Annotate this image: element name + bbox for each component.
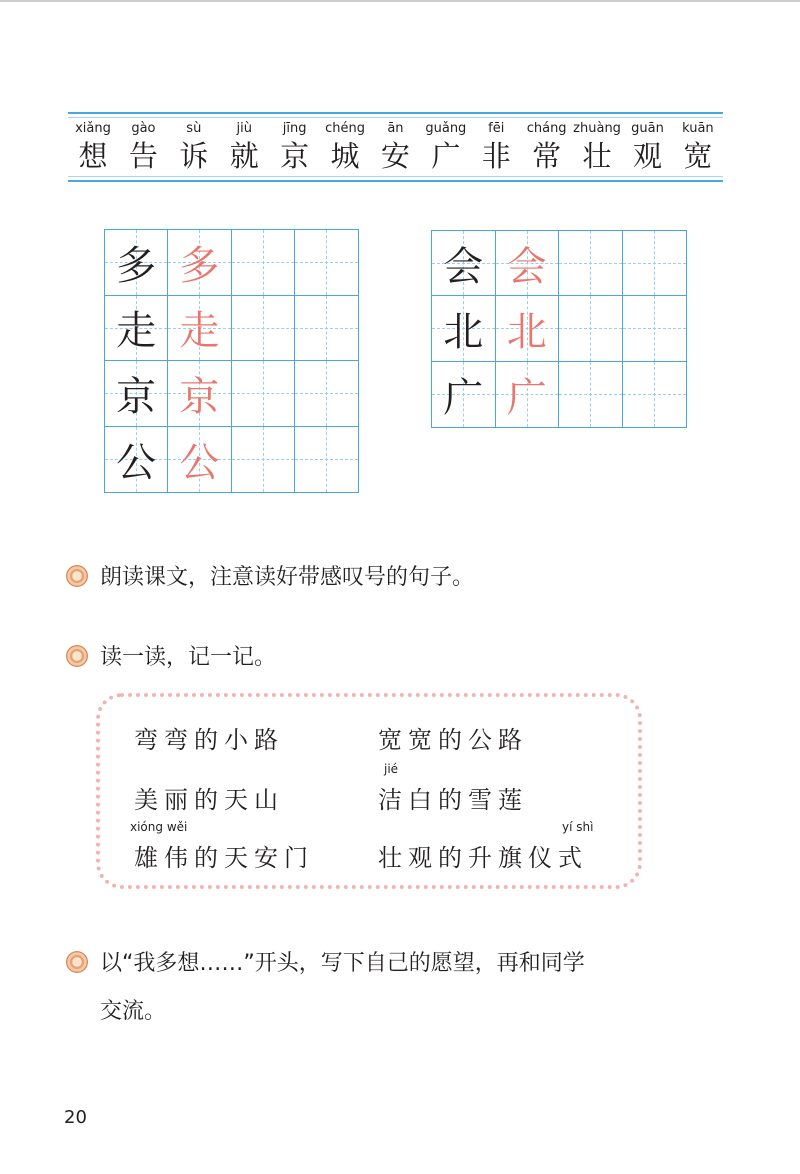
empty-writing-cell: [623, 296, 687, 361]
trace-character-cell: [496, 231, 560, 296]
vocab-pinyin: zhuàng: [573, 121, 621, 136]
vocab-rule-top-thin: [68, 117, 723, 118]
trace-character: 北: [506, 308, 547, 355]
trace-character-cell: [168, 427, 231, 493]
trace-character: 公: [179, 439, 220, 486]
vocab-character: 观: [632, 139, 662, 173]
trace-character: 多: [179, 242, 220, 289]
task-read-aloud-text: 朗读课文，注意读好带感叹号的句子。: [100, 565, 475, 590]
model-character: 京: [116, 373, 157, 420]
vocab-pinyin: kuān: [682, 121, 714, 136]
trace-character: 会: [506, 243, 547, 290]
empty-writing-cell: [232, 296, 295, 362]
vocab-pinyin: jīng: [282, 121, 307, 136]
vocab-character: 安: [380, 139, 410, 173]
task-badge-icon: [66, 645, 88, 667]
trace-character: 广: [506, 374, 547, 421]
trace-character-cell: [496, 296, 560, 361]
task-read-aloud: [66, 557, 474, 599]
empty-writing-cell: [559, 362, 623, 427]
vocab-pinyin: guān: [631, 121, 664, 136]
model-character-cell: [432, 231, 496, 296]
vocab-pinyin: chéng: [325, 121, 365, 136]
vocab-pinyin: jiù: [236, 121, 252, 136]
phrase-text: 雄伟的天安门: [134, 844, 314, 872]
phrase-item: [134, 780, 284, 815]
phrase-item: [378, 720, 528, 755]
empty-writing-cell: [559, 231, 623, 296]
vocab-item: [320, 120, 370, 174]
vocab-rule-top: [68, 112, 723, 114]
model-character: 多: [116, 242, 157, 289]
vocab-row: [68, 120, 723, 174]
phrase-item: [378, 820, 594, 873]
vocab-character: 诉: [179, 139, 209, 173]
vocab-character: 就: [229, 139, 259, 173]
phrase-pinyin: jié: [384, 762, 399, 776]
task-read-remember: [66, 637, 276, 679]
vocab-item: [118, 120, 168, 174]
vocab-rule-bottom-thin: [68, 176, 723, 177]
vocab-item: [572, 120, 622, 174]
vocab-pinyin: guǎng: [425, 121, 467, 136]
vocab-item: [169, 120, 219, 174]
vocab-character: 告: [128, 139, 158, 173]
task-write-wish: [66, 940, 726, 1036]
trace-character: 走: [179, 308, 220, 355]
vocab-character: 非: [481, 139, 511, 173]
trace-character-cell: [168, 361, 231, 427]
vocab-character: 常: [532, 139, 562, 173]
page-number: 20: [64, 1107, 87, 1128]
phrase-text: 洁白的雪莲: [378, 786, 528, 814]
model-character-cell: [105, 296, 168, 362]
vocab-character: 宽: [683, 139, 713, 173]
vocab-item: [370, 120, 420, 174]
model-character-cell: [432, 362, 496, 427]
vocab-item: [421, 120, 471, 174]
writing-grid-right: [431, 230, 687, 428]
model-character: 公: [116, 439, 157, 486]
vocab-item: [270, 120, 320, 174]
vocab-item: [522, 120, 572, 174]
phrase-text: 壮观的升旗仪式: [378, 844, 588, 872]
empty-writing-cell: [295, 427, 358, 493]
empty-writing-cell: [623, 231, 687, 296]
model-character: 广: [443, 374, 484, 421]
task-write-line1: 以“我多想……”开头，写下自己的愿望，再和同学: [100, 951, 585, 976]
vocab-pinyin: ān: [387, 121, 404, 136]
phrase-item: [378, 762, 528, 815]
top-border: [0, 0, 800, 2]
model-character-cell: [432, 296, 496, 361]
vocab-item: [622, 120, 672, 174]
vocab-character: 京: [280, 139, 310, 173]
empty-writing-cell: [232, 361, 295, 427]
model-character-cell: [105, 230, 168, 296]
vocab-item: [68, 120, 118, 174]
trace-character-cell: [168, 230, 231, 296]
phrase-item: [134, 720, 284, 755]
task-read-remember-text: 读一读，记一记。: [100, 645, 277, 670]
vocab-item: [673, 120, 723, 174]
writing-grid-left: [104, 229, 359, 493]
phrase-item: [130, 820, 314, 873]
vocab-pinyin: sù: [186, 121, 202, 136]
model-character-cell: [105, 427, 168, 493]
vocab-character: 城: [330, 139, 360, 173]
vocab-character: 广: [431, 139, 461, 173]
empty-writing-cell: [232, 427, 295, 493]
empty-writing-cell: [232, 230, 295, 296]
vocab-character: 想: [78, 139, 108, 173]
vocab-pinyin: gào: [131, 121, 156, 136]
model-character-cell: [105, 361, 168, 427]
phrase-pinyin: yí shì: [562, 820, 594, 834]
empty-writing-cell: [295, 296, 358, 362]
vocab-pinyin: cháng: [526, 121, 567, 136]
trace-character: 京: [179, 373, 220, 420]
vocab-rule-bottom: [68, 180, 723, 182]
vocab-item: [219, 120, 269, 174]
phrase-text: 弯弯的小路: [134, 726, 284, 754]
vocab-character: 壮: [582, 139, 612, 173]
model-character: 会: [443, 243, 484, 290]
vocab-item: [471, 120, 521, 174]
model-character: 北: [443, 308, 484, 355]
vocab-pinyin: fēi: [488, 121, 505, 136]
empty-writing-cell: [295, 230, 358, 296]
vocab-pinyin: xiǎng: [75, 121, 111, 136]
empty-writing-cell: [623, 362, 687, 427]
trace-character-cell: [496, 362, 560, 427]
task-badge-icon: [66, 951, 88, 973]
phrase-text: 美丽的天山: [134, 786, 284, 814]
vocabulary-strip: [68, 112, 723, 184]
model-character: 走: [116, 308, 157, 355]
trace-character-cell: [168, 296, 231, 362]
empty-writing-cell: [295, 361, 358, 427]
phrase-pinyin: xióng wěi: [130, 820, 188, 834]
phrase-text: 宽宽的公路: [378, 726, 528, 754]
task-write-line2: 交流。: [100, 999, 167, 1024]
empty-writing-cell: [559, 296, 623, 361]
task-badge-icon: [66, 565, 88, 587]
